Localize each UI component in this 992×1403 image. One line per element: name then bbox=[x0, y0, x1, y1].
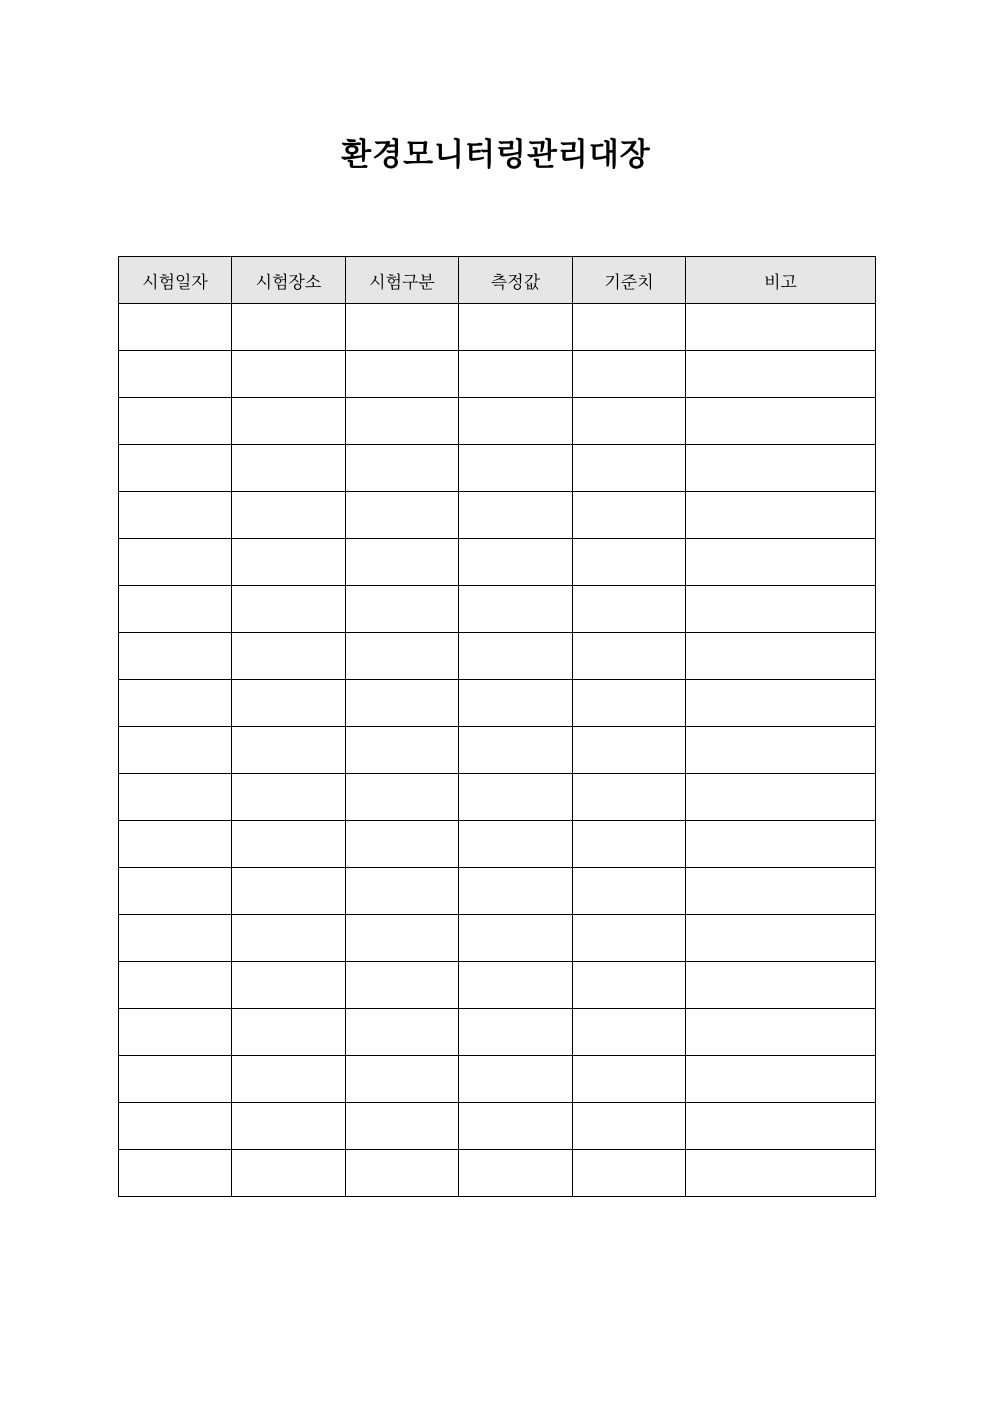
cell-test-location[interactable] bbox=[232, 633, 346, 680]
table-row bbox=[119, 304, 876, 351]
cell-test-date[interactable] bbox=[119, 304, 232, 351]
cell-standard-value[interactable] bbox=[573, 539, 686, 586]
cell-standard-value[interactable] bbox=[573, 774, 686, 821]
header-test-date: 시험일자 bbox=[119, 257, 232, 304]
cell-standard-value[interactable] bbox=[573, 445, 686, 492]
table-row bbox=[119, 915, 876, 962]
cell-test-location[interactable] bbox=[232, 1150, 346, 1197]
cell-remarks[interactable] bbox=[686, 1150, 876, 1197]
cell-test-date[interactable] bbox=[119, 539, 232, 586]
cell-measured-value[interactable] bbox=[459, 398, 573, 445]
cell-test-location[interactable] bbox=[232, 1009, 346, 1056]
header-measured-value: 측정값 bbox=[459, 257, 573, 304]
table-row bbox=[119, 962, 876, 1009]
table-row bbox=[119, 539, 876, 586]
cell-test-location[interactable] bbox=[232, 680, 346, 727]
cell-test-location[interactable] bbox=[232, 539, 346, 586]
cell-remarks[interactable] bbox=[686, 868, 876, 915]
table-row bbox=[119, 1103, 876, 1150]
cell-test-location[interactable] bbox=[232, 586, 346, 633]
cell-test-location[interactable] bbox=[232, 821, 346, 868]
cell-remarks[interactable] bbox=[686, 915, 876, 962]
cell-standard-value[interactable] bbox=[573, 821, 686, 868]
cell-measured-value[interactable] bbox=[459, 821, 573, 868]
cell-test-location[interactable] bbox=[232, 351, 346, 398]
cell-standard-value[interactable] bbox=[573, 915, 686, 962]
header-standard-value: 기준치 bbox=[573, 257, 686, 304]
table-row bbox=[119, 398, 876, 445]
cell-measured-value[interactable] bbox=[459, 304, 573, 351]
cell-measured-value[interactable] bbox=[459, 1056, 573, 1103]
cell-test-location[interactable] bbox=[232, 962, 346, 1009]
cell-remarks[interactable] bbox=[686, 304, 876, 351]
cell-standard-value[interactable] bbox=[573, 868, 686, 915]
cell-test-date[interactable] bbox=[119, 586, 232, 633]
cell-standard-value[interactable] bbox=[573, 1056, 686, 1103]
table-body bbox=[119, 304, 876, 1197]
cell-test-location[interactable] bbox=[232, 774, 346, 821]
cell-remarks[interactable] bbox=[686, 445, 876, 492]
header-row bbox=[119, 257, 876, 304]
cell-standard-value[interactable] bbox=[573, 492, 686, 539]
cell-test-type[interactable] bbox=[346, 445, 459, 492]
cell-test-type[interactable] bbox=[346, 586, 459, 633]
table-row bbox=[119, 868, 876, 915]
cell-test-date[interactable] bbox=[119, 445, 232, 492]
cell-test-type[interactable] bbox=[346, 727, 459, 774]
cell-test-type[interactable] bbox=[346, 915, 459, 962]
table-row bbox=[119, 1150, 876, 1197]
cell-standard-value[interactable] bbox=[573, 1009, 686, 1056]
cell-test-date[interactable] bbox=[119, 915, 232, 962]
cell-test-location[interactable] bbox=[232, 492, 346, 539]
cell-measured-value[interactable] bbox=[459, 680, 573, 727]
cell-remarks[interactable] bbox=[686, 774, 876, 821]
cell-measured-value[interactable] bbox=[459, 1103, 573, 1150]
cell-test-location[interactable] bbox=[232, 1056, 346, 1103]
cell-remarks[interactable] bbox=[686, 492, 876, 539]
cell-remarks[interactable] bbox=[686, 1009, 876, 1056]
cell-test-location[interactable] bbox=[232, 868, 346, 915]
cell-remarks[interactable] bbox=[686, 539, 876, 586]
cell-test-date[interactable] bbox=[119, 633, 232, 680]
cell-test-type[interactable] bbox=[346, 868, 459, 915]
cell-test-date[interactable] bbox=[119, 1056, 232, 1103]
table-row bbox=[119, 633, 876, 680]
cell-measured-value[interactable] bbox=[459, 1150, 573, 1197]
cell-measured-value[interactable] bbox=[459, 445, 573, 492]
cell-test-type[interactable] bbox=[346, 821, 459, 868]
table-row bbox=[119, 586, 876, 633]
cell-measured-value[interactable] bbox=[459, 915, 573, 962]
cell-test-date[interactable] bbox=[119, 727, 232, 774]
table-row bbox=[119, 821, 876, 868]
cell-test-date[interactable] bbox=[119, 868, 232, 915]
cell-test-type[interactable] bbox=[346, 304, 459, 351]
cell-test-location[interactable] bbox=[232, 304, 346, 351]
page-title: 환경모니터링관리대장 bbox=[341, 137, 651, 173]
table-row bbox=[119, 1056, 876, 1103]
table-row bbox=[119, 445, 876, 492]
cell-test-date[interactable] bbox=[119, 1009, 232, 1056]
cell-measured-value[interactable] bbox=[459, 1009, 573, 1056]
cell-test-type[interactable] bbox=[346, 633, 459, 680]
table-row bbox=[119, 351, 876, 398]
cell-test-date[interactable] bbox=[119, 492, 232, 539]
cell-standard-value[interactable] bbox=[573, 304, 686, 351]
cell-test-date[interactable] bbox=[119, 1103, 232, 1150]
cell-test-type[interactable] bbox=[346, 1103, 459, 1150]
cell-test-type[interactable] bbox=[346, 774, 459, 821]
cell-standard-value[interactable] bbox=[573, 351, 686, 398]
cell-test-type[interactable] bbox=[346, 1009, 459, 1056]
cell-test-location[interactable] bbox=[232, 727, 346, 774]
cell-measured-value[interactable] bbox=[459, 868, 573, 915]
cell-standard-value[interactable] bbox=[573, 586, 686, 633]
cell-test-date[interactable] bbox=[119, 774, 232, 821]
cell-test-location[interactable] bbox=[232, 915, 346, 962]
table-row bbox=[119, 774, 876, 821]
cell-standard-value[interactable] bbox=[573, 727, 686, 774]
cell-standard-value[interactable] bbox=[573, 1150, 686, 1197]
cell-measured-value[interactable] bbox=[459, 962, 573, 1009]
cell-standard-value[interactable] bbox=[573, 633, 686, 680]
cell-test-date[interactable] bbox=[119, 398, 232, 445]
cell-measured-value[interactable] bbox=[459, 539, 573, 586]
cell-test-location[interactable] bbox=[232, 1103, 346, 1150]
cell-test-date[interactable] bbox=[119, 351, 232, 398]
cell-standard-value[interactable] bbox=[573, 1103, 686, 1150]
cell-test-type[interactable] bbox=[346, 539, 459, 586]
header-remarks: 비고 bbox=[686, 257, 876, 304]
cell-measured-value[interactable] bbox=[459, 492, 573, 539]
cell-remarks[interactable] bbox=[686, 586, 876, 633]
cell-measured-value[interactable] bbox=[459, 727, 573, 774]
cell-test-type[interactable] bbox=[346, 351, 459, 398]
cell-measured-value[interactable] bbox=[459, 774, 573, 821]
cell-remarks[interactable] bbox=[686, 1056, 876, 1103]
cell-test-date[interactable] bbox=[119, 962, 232, 1009]
cell-test-date[interactable] bbox=[119, 680, 232, 727]
monitoring-ledger-table bbox=[118, 256, 876, 1197]
cell-measured-value[interactable] bbox=[459, 586, 573, 633]
cell-test-type[interactable] bbox=[346, 1056, 459, 1103]
cell-test-location[interactable] bbox=[232, 445, 346, 492]
cell-remarks[interactable] bbox=[686, 821, 876, 868]
cell-test-type[interactable] bbox=[346, 398, 459, 445]
cell-standard-value[interactable] bbox=[573, 398, 686, 445]
cell-remarks[interactable] bbox=[686, 727, 876, 774]
table-row bbox=[119, 492, 876, 539]
cell-remarks[interactable] bbox=[686, 351, 876, 398]
header-test-type: 시험구분 bbox=[346, 257, 459, 304]
table-row bbox=[119, 1009, 876, 1056]
cell-measured-value[interactable] bbox=[459, 633, 573, 680]
cell-test-location[interactable] bbox=[232, 398, 346, 445]
cell-test-type[interactable] bbox=[346, 1150, 459, 1197]
cell-remarks[interactable] bbox=[686, 398, 876, 445]
cell-measured-value[interactable] bbox=[459, 351, 573, 398]
cell-test-type[interactable] bbox=[346, 962, 459, 1009]
header-test-location: 시험장소 bbox=[232, 257, 346, 304]
cell-remarks[interactable] bbox=[686, 962, 876, 1009]
cell-remarks[interactable] bbox=[686, 633, 876, 680]
cell-test-type[interactable] bbox=[346, 492, 459, 539]
cell-remarks[interactable] bbox=[686, 1103, 876, 1150]
cell-test-date[interactable] bbox=[119, 821, 232, 868]
table-row bbox=[119, 680, 876, 727]
cell-standard-value[interactable] bbox=[573, 680, 686, 727]
table-row bbox=[119, 727, 876, 774]
cell-test-date[interactable] bbox=[119, 1150, 232, 1197]
cell-remarks[interactable] bbox=[686, 680, 876, 727]
cell-test-type[interactable] bbox=[346, 680, 459, 727]
cell-standard-value[interactable] bbox=[573, 962, 686, 1009]
